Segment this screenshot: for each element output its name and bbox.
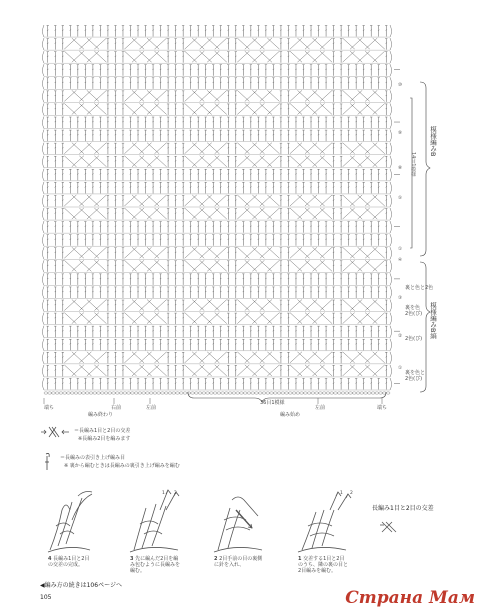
bottom-repeat-label: 36目1模様: [260, 400, 285, 406]
cross-stitch-symbol: [40, 425, 70, 439]
step-3-illustration: [130, 490, 179, 552]
post-stitch-symbol: [42, 452, 56, 472]
row-label-8: ⑧: [398, 166, 403, 171]
step-4-num: 4: [48, 556, 52, 562]
legend-post-text-2: ※ 裏から編むときは長編みの裏引き上げ編みを編む: [64, 463, 180, 469]
bottom-start-label: 編み始め: [280, 412, 301, 418]
svg-text:1: 1: [162, 491, 165, 496]
step-title: 長編み1目と2目の交差: [372, 505, 434, 512]
step-2-text: 2目手前の目の裏側に針を入れ、: [214, 556, 263, 568]
svg-text:2: 2: [174, 491, 177, 496]
cross-symbol-small: [380, 522, 396, 532]
step-illustrations: [0, 480, 481, 560]
row-label-1b: ①: [398, 366, 403, 371]
step-4-text: 長編み1目と2目の交差の完成。: [48, 556, 90, 568]
repeat-14-label: 14目1模様: [410, 152, 416, 177]
step-3-num: 3: [130, 556, 134, 562]
pattern-b-label: 模様編みB: [429, 126, 437, 157]
bottom-front-2: 左前: [146, 405, 157, 411]
row-label-10: ⑩: [398, 83, 403, 88]
row-label-2: ②: [398, 334, 403, 339]
row-note-2: 2色(ぴ): [405, 336, 423, 342]
step-1-caption: [298, 556, 348, 574]
svg-text:1: 1: [340, 491, 343, 496]
step-1-text: 交差する1目と2目のうち、隣の裏の目と2目編みを編む。: [298, 556, 349, 574]
row-note-1: 裏を色と 2色(ぴ): [405, 370, 426, 382]
legend-post-text-1: ＝長編みの表引き上げ編み目: [60, 455, 126, 461]
row-label-5: ⑤: [398, 196, 403, 201]
row-label-9: ⑨: [398, 131, 403, 136]
continued-note: ◀編み方の続きは106ページへ: [40, 582, 122, 589]
bottom-finish-label: 編み終わり: [88, 412, 114, 418]
watermark-logo: Страна Мам: [345, 588, 475, 608]
bottom-edge-left: 端ち: [44, 405, 55, 411]
svg-text:2: 2: [350, 491, 353, 496]
step-2-caption: [214, 556, 264, 568]
step-4-caption: [48, 556, 90, 568]
step-1-num: 1: [298, 556, 302, 562]
step-3-caption: [130, 556, 180, 574]
chart-grid: [43, 25, 401, 404]
bottom-right-front: 左前: [315, 405, 326, 411]
step-3-text: 先に編んだ2目を編み包むように長編みを編む。: [130, 556, 181, 574]
legend-cross-text-1: ＝長編み1目と2目の交差: [74, 428, 131, 434]
row-note-3: 裏を色 2色(ぴ): [405, 305, 423, 317]
row-label-3: ③: [398, 296, 403, 301]
pattern-b-edge-label: 模様編みB縞: [429, 302, 437, 339]
step-4-illustration: [48, 492, 92, 553]
bottom-edge-right: 端ち: [377, 405, 388, 411]
step-1-illustration: [298, 492, 351, 552]
row-label-4: ④: [398, 258, 403, 263]
bottom-front-1: 右前: [111, 405, 122, 411]
legend-cross-text-2: ※長編み2目を編みます: [78, 436, 131, 442]
row-note-4: 裏と色と2色: [405, 285, 434, 291]
row-label-1: ①: [398, 247, 403, 252]
step-2-illustration: [214, 497, 262, 552]
page-number: 105: [40, 594, 52, 601]
step-2-num: 2: [214, 556, 218, 562]
